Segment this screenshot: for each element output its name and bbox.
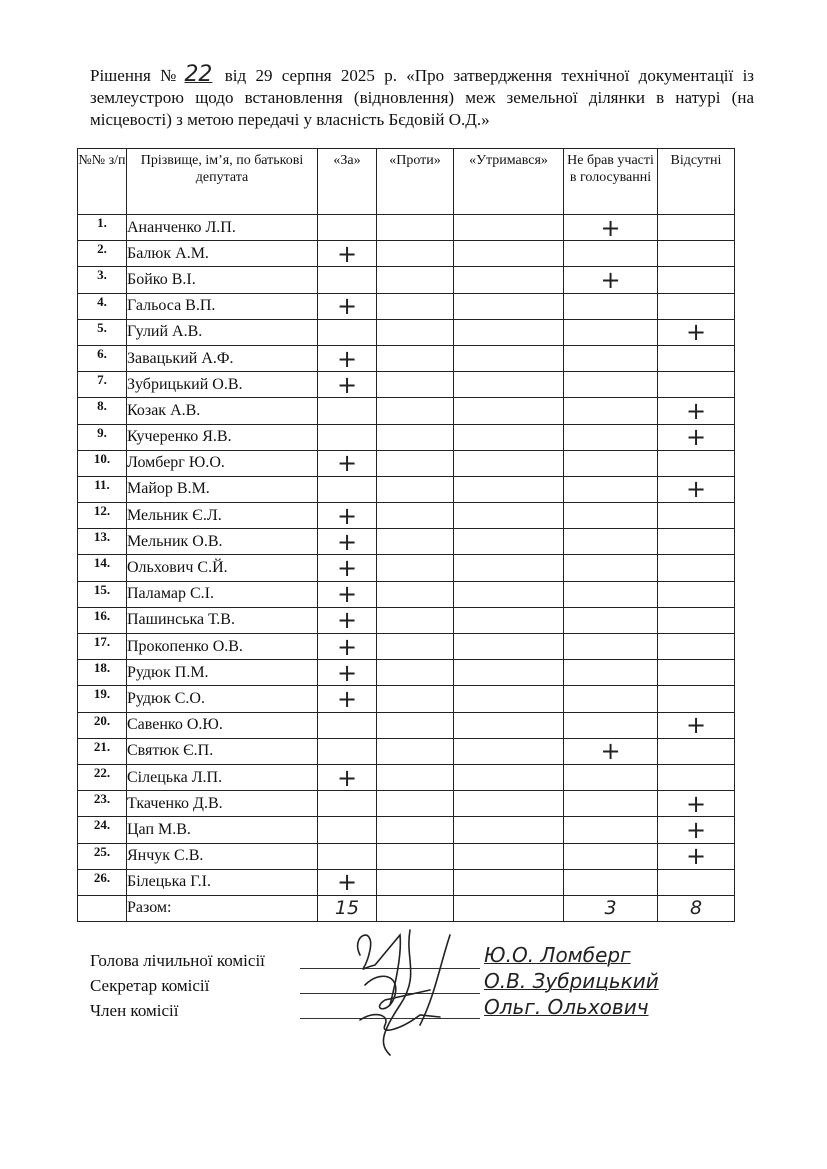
- deputy-name: Сілецька Л.П.: [127, 764, 318, 790]
- not-voted-cell: [564, 738, 658, 764]
- table-row: [78, 345, 735, 371]
- header-not-voted: Не брав участі в голосуванні: [564, 149, 658, 215]
- handwritten-plus-mark: +: [600, 213, 621, 242]
- handwritten-plus-mark: +: [336, 292, 358, 321]
- decision-text: від 29 серпня 2025 р. «Про затвердження технічної документації із землеустрою щодо встановлення (відновлення) меж земельної ділянки в натурі (на місцевості) з метою передачі у власність Бєдовій О.Д.»: [90, 66, 755, 129]
- handwritten-plus-mark: +: [685, 842, 707, 871]
- against-cell: [377, 476, 454, 502]
- table-row: [78, 424, 735, 450]
- table-row: [78, 712, 735, 738]
- against-cell: [377, 712, 454, 738]
- deputy-name: Ткаченко Д.В.: [127, 791, 318, 817]
- for-cell: [318, 581, 377, 607]
- row-number: 13.: [78, 529, 127, 555]
- against-cell: [377, 869, 454, 895]
- row-number: 10.: [78, 450, 127, 476]
- abstained-cell: [454, 764, 564, 790]
- deputy-name: Зубрицький О.В.: [127, 372, 318, 398]
- absent-cell: [658, 215, 735, 241]
- absent-cell: [658, 607, 735, 633]
- total-not-voted: 3: [564, 895, 658, 921]
- table-row: [78, 319, 735, 345]
- absent-cell: [658, 476, 735, 502]
- handwritten-plus-mark: +: [336, 449, 358, 478]
- not-voted-cell: [564, 450, 658, 476]
- table-row: [78, 634, 735, 660]
- for-cell: [318, 712, 377, 738]
- for-cell: [318, 450, 377, 476]
- handwritten-plus-mark: +: [336, 344, 358, 373]
- chairman-name: Ю.О. Ломберг: [484, 943, 631, 967]
- abstained-cell: [454, 293, 564, 319]
- row-number: 20.: [78, 712, 127, 738]
- deputy-name: Паламар С.І.: [127, 581, 318, 607]
- against-cell: [377, 817, 454, 843]
- deputy-name: Мельник Є.Л.: [127, 503, 318, 529]
- table-row: [78, 607, 735, 633]
- table-row: [78, 215, 735, 241]
- absent-cell: [658, 293, 735, 319]
- abstained-cell: [454, 607, 564, 633]
- abstained-cell: [454, 869, 564, 895]
- secretary-name: О.В. Зубрицький: [484, 969, 659, 993]
- against-cell: [377, 503, 454, 529]
- absent-cell: [658, 634, 735, 660]
- against-cell: [377, 764, 454, 790]
- deputy-name: Ломберг Ю.О.: [127, 450, 318, 476]
- deputy-name: Ольхович С.Й.: [127, 555, 318, 581]
- against-cell: [377, 267, 454, 293]
- row-number: 3.: [78, 267, 127, 293]
- table-row: [78, 398, 735, 424]
- for-cell: [318, 607, 377, 633]
- handwritten-plus-mark: +: [336, 684, 358, 713]
- against-cell: [377, 607, 454, 633]
- for-cell: [318, 215, 377, 241]
- for-cell: [318, 686, 377, 712]
- row-number: 12.: [78, 503, 127, 529]
- decision-title: [90, 64, 754, 131]
- not-voted-cell: [564, 345, 658, 371]
- row-number: 4.: [78, 293, 127, 319]
- row-number: 25.: [78, 843, 127, 869]
- row-number: 8.: [78, 398, 127, 424]
- table-row: [78, 817, 735, 843]
- handwritten-plus-mark: +: [336, 580, 358, 609]
- abstained-cell: [454, 555, 564, 581]
- row-number: 23.: [78, 791, 127, 817]
- row-number: 17.: [78, 634, 127, 660]
- abstained-cell: [454, 267, 564, 293]
- absent-cell: [658, 817, 735, 843]
- signature-names: [484, 942, 659, 1020]
- row-number: 18.: [78, 660, 127, 686]
- abstained-cell: [454, 372, 564, 398]
- deputy-name: Рудюк С.О.: [127, 686, 318, 712]
- against-cell: [377, 843, 454, 869]
- for-cell: [318, 476, 377, 502]
- row-number: 2.: [78, 241, 127, 267]
- role-chairman: Голова лічильної комісії: [90, 951, 265, 970]
- absent-cell: [658, 450, 735, 476]
- against-cell: [377, 634, 454, 660]
- against-cell: [377, 738, 454, 764]
- table-row: [78, 738, 735, 764]
- total-absent: 8: [658, 895, 735, 921]
- role-secretary: Секретар комісії: [90, 976, 210, 995]
- table-row: [78, 869, 735, 895]
- not-voted-cell: [564, 869, 658, 895]
- handwritten-plus-mark: +: [685, 396, 707, 425]
- for-cell: [318, 817, 377, 843]
- deputy-name: Завацький А.Ф.: [127, 345, 318, 371]
- for-cell: [318, 372, 377, 398]
- for-cell: [318, 764, 377, 790]
- handwritten-plus-mark: +: [600, 265, 621, 294]
- abstained-cell: [454, 581, 564, 607]
- handwritten-plus-mark: +: [336, 554, 358, 583]
- abstained-cell: [454, 791, 564, 817]
- table-row: [78, 555, 735, 581]
- row-number: 14.: [78, 555, 127, 581]
- handwritten-plus-mark: +: [336, 763, 358, 792]
- handwritten-plus-mark: +: [336, 658, 358, 687]
- against-cell: [377, 581, 454, 607]
- header-for: «За»: [318, 149, 377, 215]
- header-against: «Проти»: [377, 149, 454, 215]
- deputy-name: Майор В.М.: [127, 476, 318, 502]
- decision-number-handwritten: 22: [184, 62, 213, 87]
- for-cell: [318, 319, 377, 345]
- abstained-cell: [454, 398, 564, 424]
- for-cell: [318, 241, 377, 267]
- against-cell: [377, 660, 454, 686]
- abstained-cell: [454, 686, 564, 712]
- not-voted-cell: [564, 267, 658, 293]
- against-cell: [377, 293, 454, 319]
- handwritten-plus-mark: +: [685, 423, 707, 452]
- table-row: [78, 267, 735, 293]
- deputy-name: Бойко В.І.: [127, 267, 318, 293]
- table-row: [78, 372, 735, 398]
- absent-cell: [658, 581, 735, 607]
- against-cell: [377, 215, 454, 241]
- not-voted-cell: [564, 529, 658, 555]
- not-voted-cell: [564, 424, 658, 450]
- against-cell: [377, 791, 454, 817]
- deputy-name: Святюк Є.П.: [127, 738, 318, 764]
- not-voted-cell: [564, 241, 658, 267]
- absent-cell: [658, 738, 735, 764]
- handwritten-plus-mark: +: [336, 239, 358, 268]
- handwritten-plus-mark: +: [685, 789, 707, 818]
- deputy-name: Прокопенко О.В.: [127, 634, 318, 660]
- abstained-cell: [454, 215, 564, 241]
- header-absent: Відсутні: [658, 149, 735, 215]
- total-empty-cell: [78, 895, 127, 921]
- absent-cell: [658, 241, 735, 267]
- deputy-name: Янчук С.В.: [127, 843, 318, 869]
- against-cell: [377, 319, 454, 345]
- row-number: 19.: [78, 686, 127, 712]
- absent-cell: [658, 843, 735, 869]
- deputy-name: Козак А.В.: [127, 398, 318, 424]
- table-row: [78, 476, 735, 502]
- absent-cell: [658, 791, 735, 817]
- against-cell: [377, 372, 454, 398]
- table-row: [78, 450, 735, 476]
- not-voted-cell: [564, 764, 658, 790]
- for-cell: [318, 293, 377, 319]
- for-cell: [318, 738, 377, 764]
- for-cell: [318, 660, 377, 686]
- for-cell: [318, 503, 377, 529]
- absent-cell: [658, 686, 735, 712]
- member-name: Ольг. Ольхович: [484, 995, 649, 1019]
- handwritten-plus-mark: +: [336, 527, 358, 556]
- absent-cell: [658, 503, 735, 529]
- deputy-name: Балюк А.М.: [127, 241, 318, 267]
- for-cell: [318, 529, 377, 555]
- handwritten-plus-mark: +: [600, 737, 621, 766]
- absent-cell: [658, 319, 735, 345]
- row-number: 1.: [78, 215, 127, 241]
- abstained-cell: [454, 634, 564, 660]
- not-voted-cell: [564, 372, 658, 398]
- table-row: [78, 529, 735, 555]
- row-number: 21.: [78, 738, 127, 764]
- table-row: [78, 241, 735, 267]
- not-voted-cell: [564, 791, 658, 817]
- deputy-name: Ананченко Л.П.: [127, 215, 318, 241]
- absent-cell: [658, 372, 735, 398]
- absent-cell: [658, 555, 735, 581]
- not-voted-cell: [564, 634, 658, 660]
- not-voted-cell: [564, 686, 658, 712]
- not-voted-cell: [564, 712, 658, 738]
- table-row: [78, 293, 735, 319]
- row-number: 5.: [78, 319, 127, 345]
- handwritten-plus-mark: +: [336, 501, 358, 530]
- absent-cell: [658, 398, 735, 424]
- table-row: [78, 686, 735, 712]
- for-cell: [318, 634, 377, 660]
- not-voted-cell: [564, 215, 658, 241]
- handwritten-plus-mark: +: [685, 318, 707, 347]
- row-number: 9.: [78, 424, 127, 450]
- not-voted-cell: [564, 398, 658, 424]
- abstained-cell: [454, 503, 564, 529]
- for-cell: [318, 424, 377, 450]
- abstained-cell: [454, 738, 564, 764]
- abstained-cell: [454, 345, 564, 371]
- deputy-name: Рудюк П.М.: [127, 660, 318, 686]
- row-number: 7.: [78, 372, 127, 398]
- for-cell: [318, 555, 377, 581]
- against-cell: [377, 529, 454, 555]
- for-cell: [318, 345, 377, 371]
- handwritten-plus-mark: +: [685, 475, 707, 504]
- header-name: Прізвище, ім’я, по батькові депутата: [127, 149, 318, 215]
- for-cell: [318, 869, 377, 895]
- abstained-cell: [454, 529, 564, 555]
- against-cell: [377, 241, 454, 267]
- signature-roles: [90, 948, 265, 1023]
- role-member: Член комісії: [90, 1001, 179, 1020]
- absent-cell: [658, 660, 735, 686]
- table-row: [78, 843, 735, 869]
- abstained-cell: [454, 476, 564, 502]
- handwritten-plus-mark: +: [336, 632, 358, 661]
- against-cell: [377, 424, 454, 450]
- table-row: [78, 764, 735, 790]
- deputy-name: Гулий А.В.: [127, 319, 318, 345]
- not-voted-cell: [564, 817, 658, 843]
- deputy-name: Савенко О.Ю.: [127, 712, 318, 738]
- against-cell: [377, 398, 454, 424]
- handwritten-plus-mark: +: [685, 711, 707, 740]
- against-cell: [377, 450, 454, 476]
- abstained-cell: [454, 450, 564, 476]
- against-cell: [377, 686, 454, 712]
- abstained-cell: [454, 817, 564, 843]
- not-voted-cell: [564, 660, 658, 686]
- table-row: [78, 791, 735, 817]
- abstained-cell: [454, 660, 564, 686]
- abstained-cell: [454, 319, 564, 345]
- total-for: 15: [318, 895, 377, 921]
- row-number: 24.: [78, 817, 127, 843]
- handwritten-plus-mark: +: [336, 370, 358, 399]
- absent-cell: [658, 869, 735, 895]
- not-voted-cell: [564, 476, 658, 502]
- handwritten-signatures: [340, 915, 480, 1065]
- for-cell: [318, 791, 377, 817]
- handwritten-plus-mark: +: [336, 606, 358, 635]
- not-voted-cell: [564, 293, 658, 319]
- deputy-name: Гальоса В.П.: [127, 293, 318, 319]
- absent-cell: [658, 529, 735, 555]
- not-voted-cell: [564, 607, 658, 633]
- for-cell: [318, 843, 377, 869]
- deputy-name: Кучеренко Я.В.: [127, 424, 318, 450]
- absent-cell: [658, 345, 735, 371]
- against-cell: [377, 555, 454, 581]
- table-row: [78, 503, 735, 529]
- table-header-row: [78, 149, 735, 215]
- header-abstained: «Утримався»: [454, 149, 564, 215]
- table-row: [78, 660, 735, 686]
- not-voted-cell: [564, 843, 658, 869]
- row-number: 22.: [78, 764, 127, 790]
- not-voted-cell: [564, 581, 658, 607]
- row-number: 11.: [78, 476, 127, 502]
- table-body: [78, 215, 735, 896]
- abstained-cell: [454, 843, 564, 869]
- against-cell: [377, 345, 454, 371]
- not-voted-cell: [564, 319, 658, 345]
- absent-cell: [658, 764, 735, 790]
- voting-table: [77, 148, 735, 922]
- for-cell: [318, 398, 377, 424]
- abstained-cell: [454, 424, 564, 450]
- header-number: №№ з/п: [78, 149, 127, 215]
- row-number: 6.: [78, 345, 127, 371]
- decision-prefix: Рішення №: [90, 66, 182, 85]
- not-voted-cell: [564, 555, 658, 581]
- total-label: Разом:: [127, 895, 318, 921]
- absent-cell: [658, 424, 735, 450]
- not-voted-cell: [564, 503, 658, 529]
- absent-cell: [658, 267, 735, 293]
- table-row: [78, 581, 735, 607]
- row-number: 16.: [78, 607, 127, 633]
- deputy-name: Пашинська Т.В.: [127, 607, 318, 633]
- deputy-name: Мельник О.В.: [127, 529, 318, 555]
- deputy-name: Цап М.В.: [127, 817, 318, 843]
- for-cell: [318, 267, 377, 293]
- row-number: 15.: [78, 581, 127, 607]
- row-number: 26.: [78, 869, 127, 895]
- handwritten-plus-mark: +: [336, 868, 358, 897]
- absent-cell: [658, 712, 735, 738]
- abstained-cell: [454, 712, 564, 738]
- abstained-cell: [454, 241, 564, 267]
- handwritten-plus-mark: +: [685, 815, 707, 844]
- deputy-name: Білецька Г.І.: [127, 869, 318, 895]
